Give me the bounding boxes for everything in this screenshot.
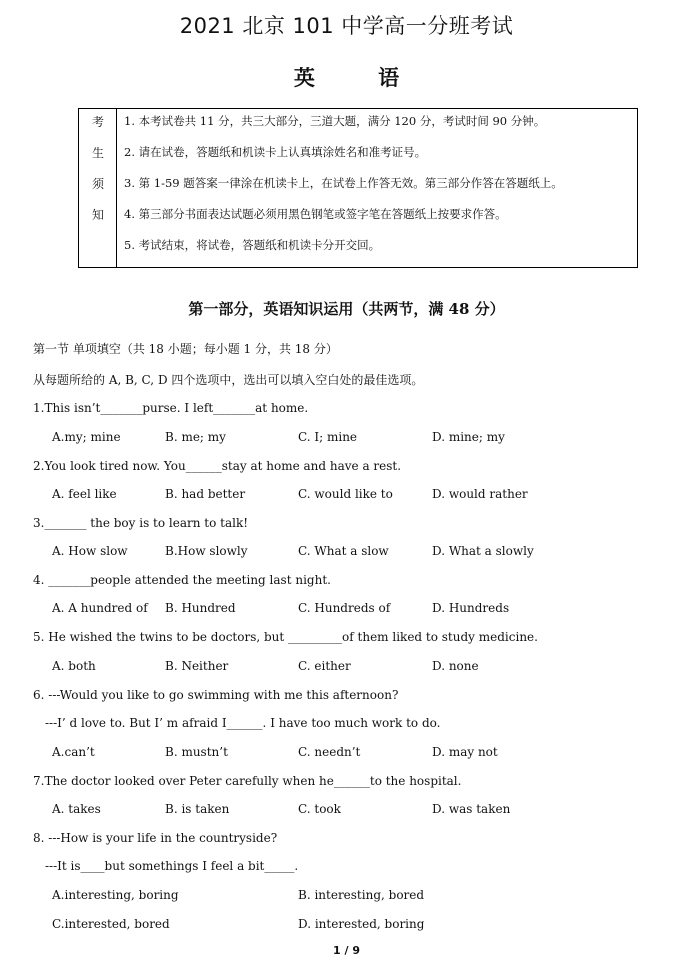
notice-item: 2. 请在试卷，答题纸和机读卡上认真填涂姓名和准考证号。: [124, 145, 427, 159]
option-c: C. either: [298, 659, 351, 673]
question-stem: 4. _______people attended the meeting last night.: [33, 573, 331, 587]
option-b: B. me; my: [165, 430, 226, 444]
question-stem: 2.You look tired now. You______stay at home and have a rest.: [33, 459, 402, 473]
option-d: D. would rather: [432, 487, 528, 501]
notice-label-char: 须: [91, 177, 104, 191]
notice-item: 5. 考试结束，将试卷，答题纸和机读卡分开交回。: [124, 238, 381, 252]
option-b: B. mustn’t: [165, 745, 228, 759]
option-d: D. Hundreds: [432, 601, 510, 615]
section-title: 第一部分，英语知识运用（共两节，满 48 分）: [188, 300, 505, 318]
option-d: D. interested, boring: [298, 917, 425, 931]
option-b: B. is taken: [165, 802, 230, 816]
option-b: B. Neither: [165, 659, 229, 673]
option-d: D. may not: [432, 745, 498, 759]
option-c: C. What a slow: [298, 544, 389, 558]
question-stem: 1.This isn’t_______purse. I left_______at home.: [33, 401, 309, 415]
notice-item: 4. 第三部分书面表达试题必须用黑色钢笔或签字笔在答题纸上按要求作答。: [124, 207, 507, 221]
option-c: C. would like to: [298, 487, 393, 501]
option-a: A.can’t: [52, 745, 95, 759]
question-stem-continued: ---It is____but somethings I feel a bit_____.: [45, 859, 299, 873]
notice-label-char: 考: [91, 115, 104, 129]
notice-item: 1. 本考试卷共 11 分，共三大部分，三道大题，满分 120 分，考试时间 90 分钟。: [124, 114, 546, 128]
option-a: A. A hundred of: [52, 601, 148, 615]
subject-title: 英 语: [293, 66, 428, 90]
option-a: A. takes: [52, 802, 101, 816]
option-c: C. took: [298, 802, 341, 816]
exam-notice-box: [78, 108, 638, 268]
notice-label-column: [79, 109, 117, 267]
option-d: D. What a slowly: [432, 544, 534, 558]
option-c: C. Hundreds of: [298, 601, 391, 615]
option-a: A.interesting, boring: [52, 888, 179, 902]
notice-label-char: 生: [91, 146, 104, 160]
option-b: B. interesting, bored: [298, 888, 425, 902]
option-a: A.my; mine: [52, 430, 121, 444]
option-b: B.How slowly: [165, 544, 248, 558]
option-c: C. needn’t: [298, 745, 361, 759]
option-a: A. feel like: [52, 487, 117, 501]
option-a: A. both: [52, 659, 96, 673]
question-stem: 8. ---How is your life in the countryside?: [33, 831, 278, 845]
option-d: D. none: [432, 659, 479, 673]
question-stem: 3._______ the boy is to learn to talk!: [33, 516, 249, 530]
option-d: D. mine; my: [432, 430, 505, 444]
exam-title: 2021 北京 101 中学高一分班考试: [179, 14, 514, 38]
option-b: B. had better: [165, 487, 246, 501]
question-stem-continued: ---I’ d love to. But I’ m afraid I______. I have too much work to do.: [45, 716, 441, 730]
question-stem: 6. ---Would you like to go swimming with me this afternoon?: [33, 688, 399, 702]
option-c: C.interested, bored: [52, 917, 170, 931]
option-c: C. I; mine: [298, 430, 358, 444]
page-number: 1 / 9: [333, 944, 360, 957]
option-a: A. How slow: [52, 544, 128, 558]
option-d: D. was taken: [432, 802, 511, 816]
question-stem: 7.The doctor looked over Peter carefully when he______to the hospital.: [33, 774, 462, 788]
notice-label-char: 知: [91, 208, 104, 222]
section-instruction: 从每题所给的 A, B, C, D 四个选项中，选出可以填入空白处的最佳选项。: [33, 373, 424, 387]
notice-item: 3. 第 1-59 题答案一律涂在机读卡上，在试卷上作答无效。第三部分作答在答题纸上。: [124, 176, 563, 190]
question-stem: 5. He wished the twins to be doctors, but _________of them liked to study medicine.: [33, 630, 538, 644]
option-b: B. Hundred: [165, 601, 236, 615]
subsection-title: 第一节 单项填空（共 18 小题；每小题 1 分，共 18 分）: [33, 342, 338, 356]
